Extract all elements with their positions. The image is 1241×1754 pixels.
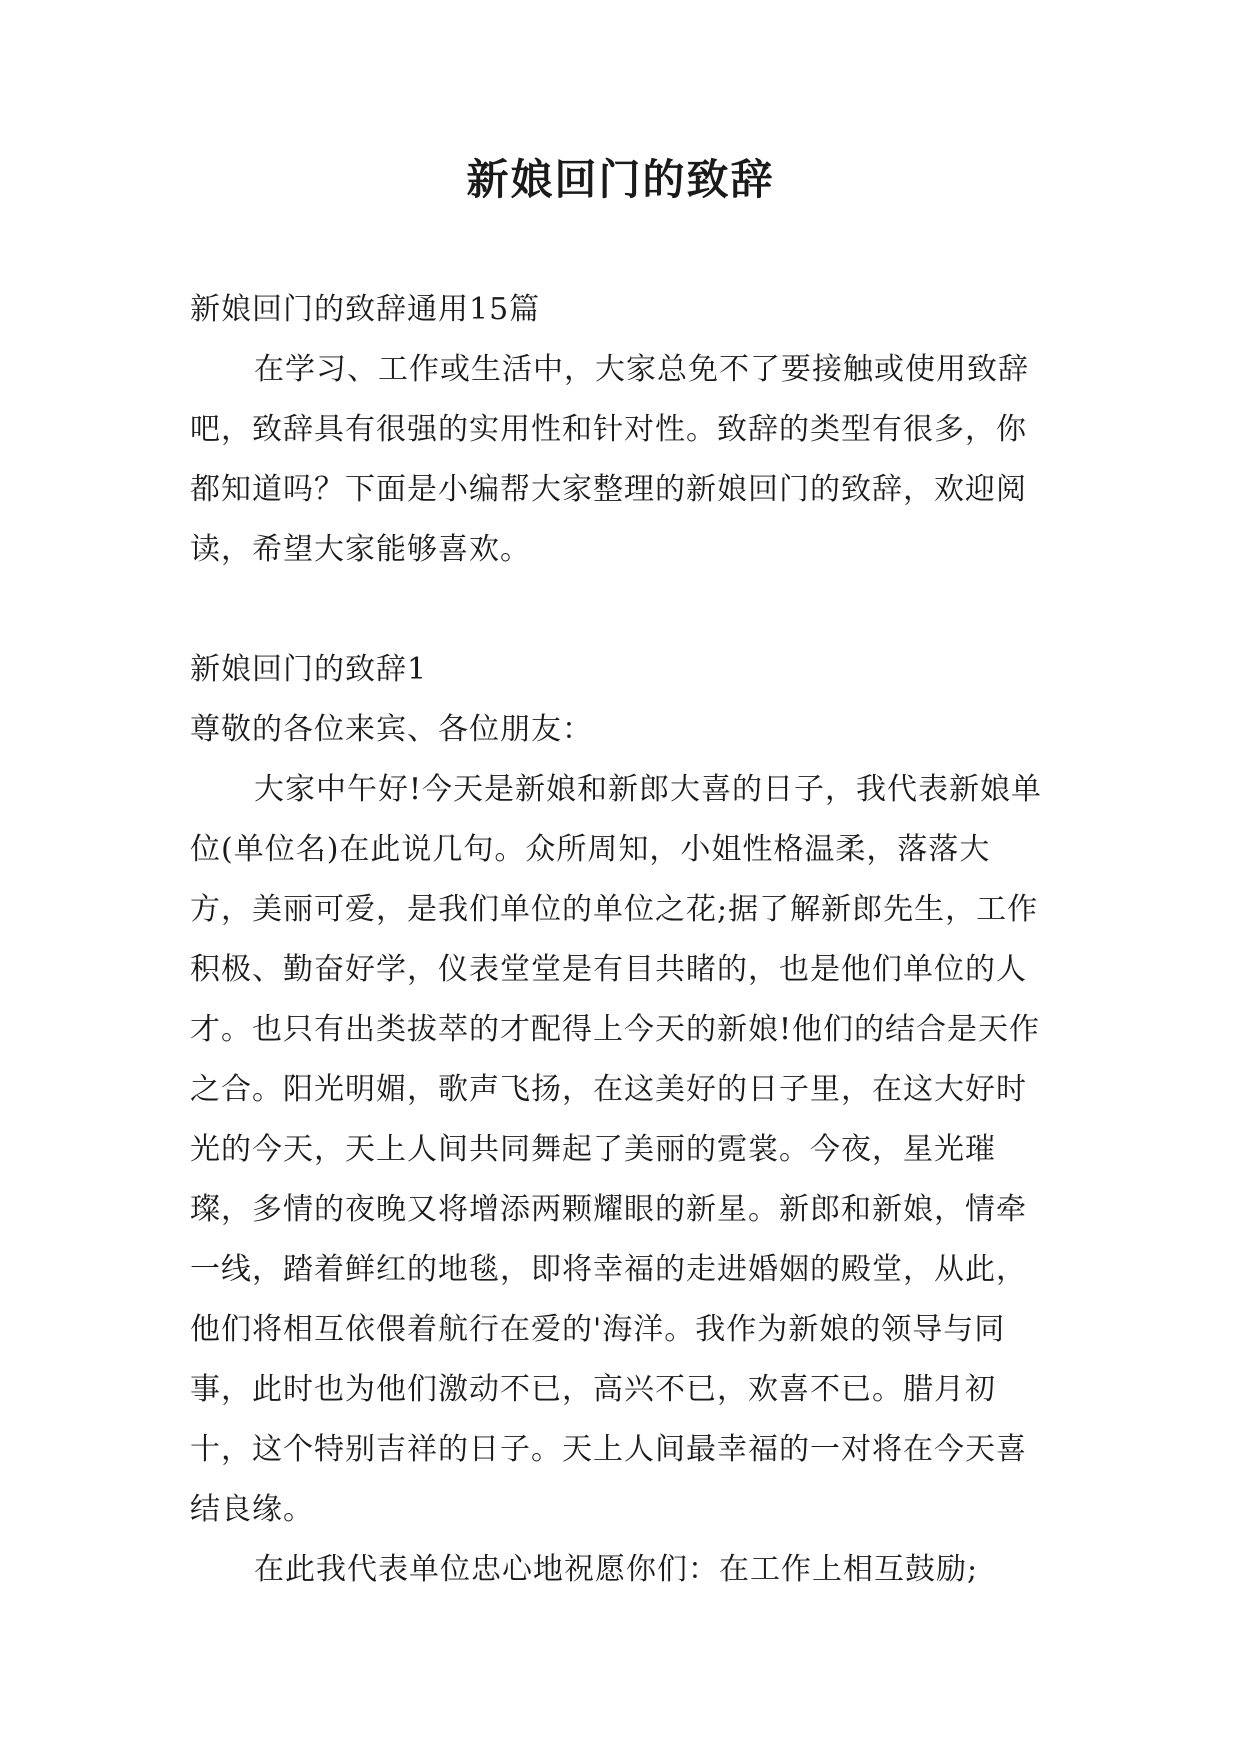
salutation: 尊敬的各位来宾、各位朋友：	[190, 712, 593, 747]
speech-paragraph-2: 在此我代表单位忠心地祝愿你们：在工作上相互鼓励;	[254, 1552, 979, 1587]
document-title: 新娘回门的致辞	[466, 155, 775, 204]
section-heading: 新娘回门的致辞1	[190, 652, 428, 687]
intro-paragraph: 在学习、工作或生活中，大家总免不了要接触或使用致辞吧，致辞具有很强的实用性和针对性。致辞的类型有很多，你都知道吗？下面是小编帮大家整理的新娘回门的致辞，欢迎阅读，希望大家能够喜欢。	[190, 352, 1029, 567]
document-body	[190, 280, 1046, 1600]
document-subtitle: 新娘回门的致辞通用15篇	[190, 292, 541, 327]
speech-paragraph-1: 大家中午好!今天是新娘和新郎大喜的日子，我代表新娘单位(单位名)在此说几句。众所周知，小姐性格温柔，落落大方，美丽可爱，是我们单位的单位之花;据了解新郎先生，工作积极、勤奋好学，仪表堂堂是有目共睹的，也是他们单位的人才。也只有出类拔萃的才配得上今天的新娘!他们的结合是天作之合。阳光明媚，歌声飞扬，在这美好的日子里，在这大好时光的今天，天上人间共同舞起了美丽的霓裳。今夜，星光璀璨，多情的夜晚又将增添两颗耀眼的新星。新郎和新娘，情牵一线，踏着鲜红的地毯，即将幸福的走进婚姻的殿堂，从此，他们将相互依偎着航行在爱的'海洋。我作为新娘的领导与同事，此时也为他们激动不已，高兴不已，欢喜不已。腊月初十，这个特别吉祥的日子。天上人间最幸福的一对将在今天喜结良缘。	[190, 772, 1043, 1527]
